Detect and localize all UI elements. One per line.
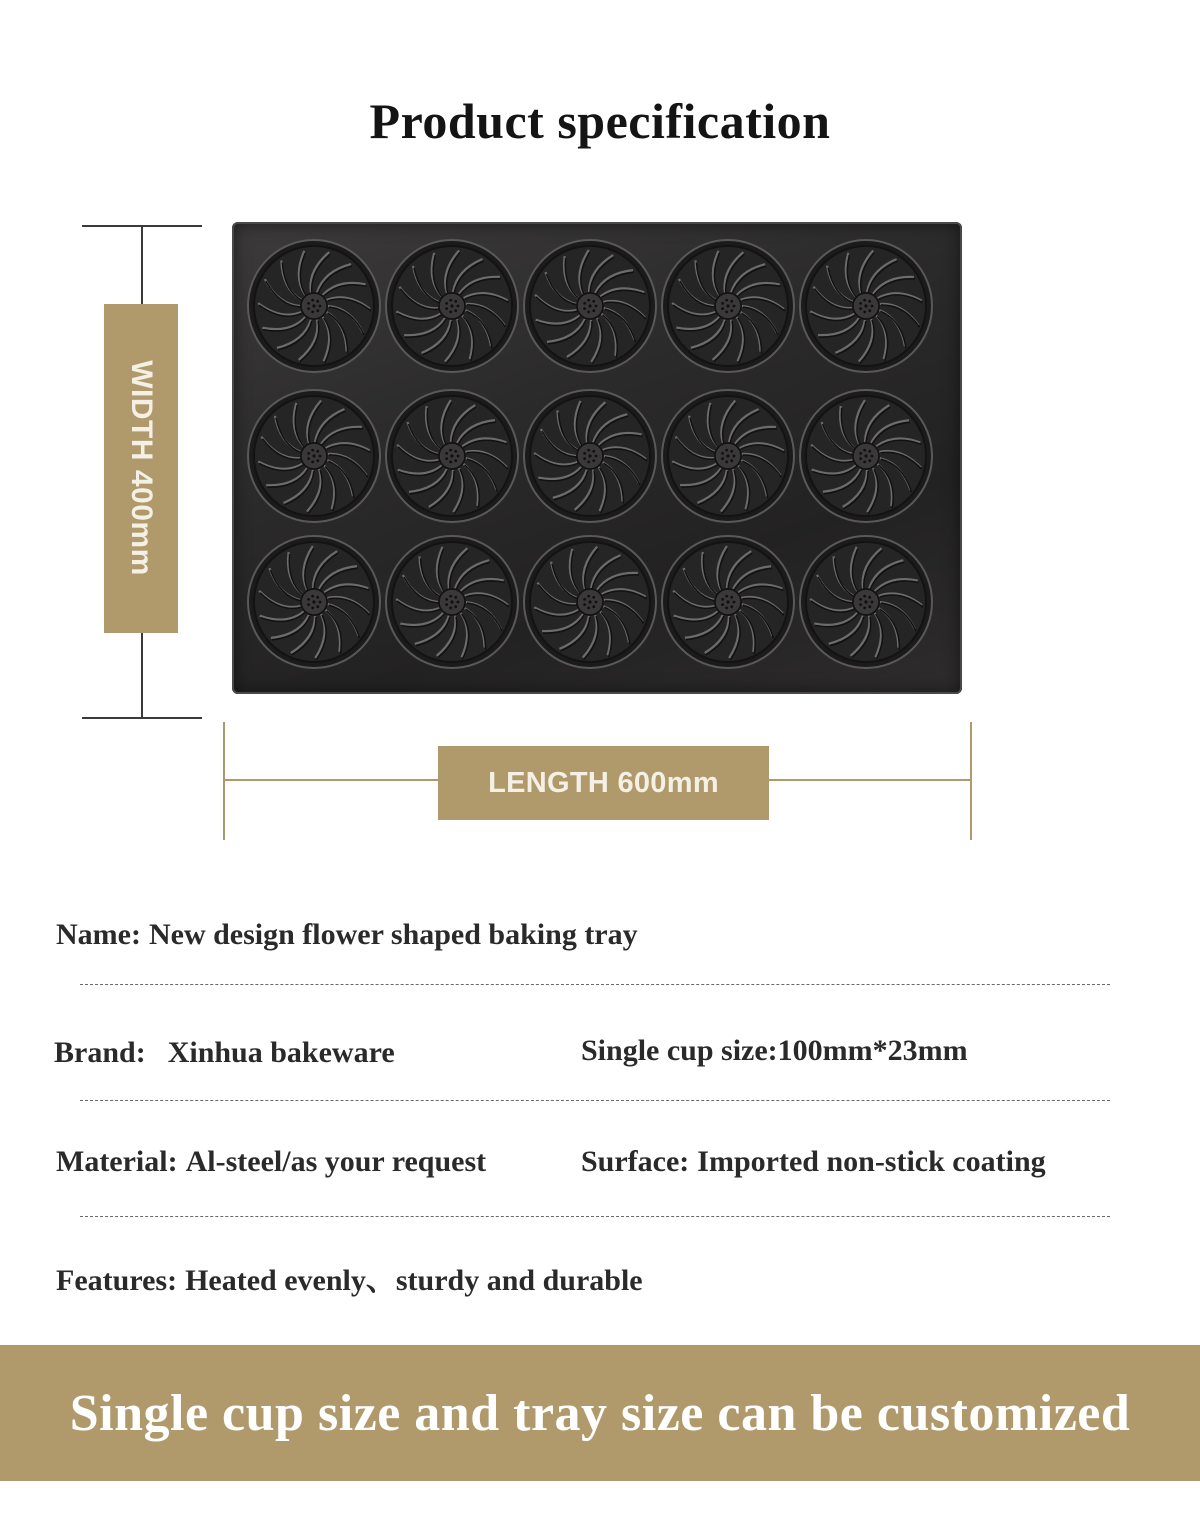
spec-features (56, 1255, 643, 1299)
flower-cup (386, 240, 518, 372)
customization-banner (0, 1345, 1200, 1481)
width-label: WIDTH 400mm (125, 360, 158, 576)
spec-material-label: Material: (56, 1145, 178, 1178)
spec-material (56, 1145, 486, 1179)
flower-cups (232, 222, 962, 694)
spec-name (56, 918, 638, 952)
spec-brand (54, 1036, 395, 1070)
length-label: LENGTH 600mm (488, 766, 719, 799)
page-title: Product specification (369, 93, 831, 149)
flower-cup (386, 536, 518, 668)
flower-cup (524, 536, 656, 668)
baking-tray-image (232, 222, 962, 694)
flower-cup (662, 240, 794, 372)
flower-cup (248, 536, 380, 668)
spec-features-value: Heated evenly、sturdy and durable (185, 1264, 643, 1297)
spec-brand-label: Brand: (54, 1036, 146, 1069)
length-right-tick (970, 722, 972, 840)
divider (80, 1216, 1110, 1217)
flower-cup (662, 390, 794, 522)
spec-cup-size-value: 100mm*23mm (777, 1034, 968, 1067)
divider (80, 1100, 1110, 1101)
flower-cup (662, 536, 794, 668)
spec-features-label: Features: (56, 1264, 178, 1297)
spec-brand-value: Xinhua bakeware (167, 1036, 395, 1069)
spec-surface (581, 1145, 1046, 1179)
spec-surface-label: Surface: (581, 1145, 690, 1178)
banner-text: Single cup size and tray size can be customized (69, 1384, 1131, 1442)
length-badge (438, 746, 769, 820)
flower-cup (248, 390, 380, 522)
spec-cup-size-label: Single cup size: (581, 1034, 778, 1067)
spec-cup-size (581, 1034, 968, 1068)
divider (80, 984, 1110, 985)
flower-cup (248, 240, 380, 372)
spec-surface-value: Imported non-stick coating (697, 1145, 1046, 1178)
flower-cup (524, 240, 656, 372)
spec-material-value: Al-steel/as your request (185, 1145, 487, 1178)
length-left-tick (223, 722, 225, 840)
flower-cup (386, 390, 518, 522)
flower-cup (800, 240, 932, 372)
spec-name-label: Name: (56, 918, 141, 951)
spec-name-value: New design flower shaped baking tray (148, 918, 638, 951)
flower-cup (800, 390, 932, 522)
flower-cup (800, 536, 932, 668)
flower-cup (524, 390, 656, 522)
